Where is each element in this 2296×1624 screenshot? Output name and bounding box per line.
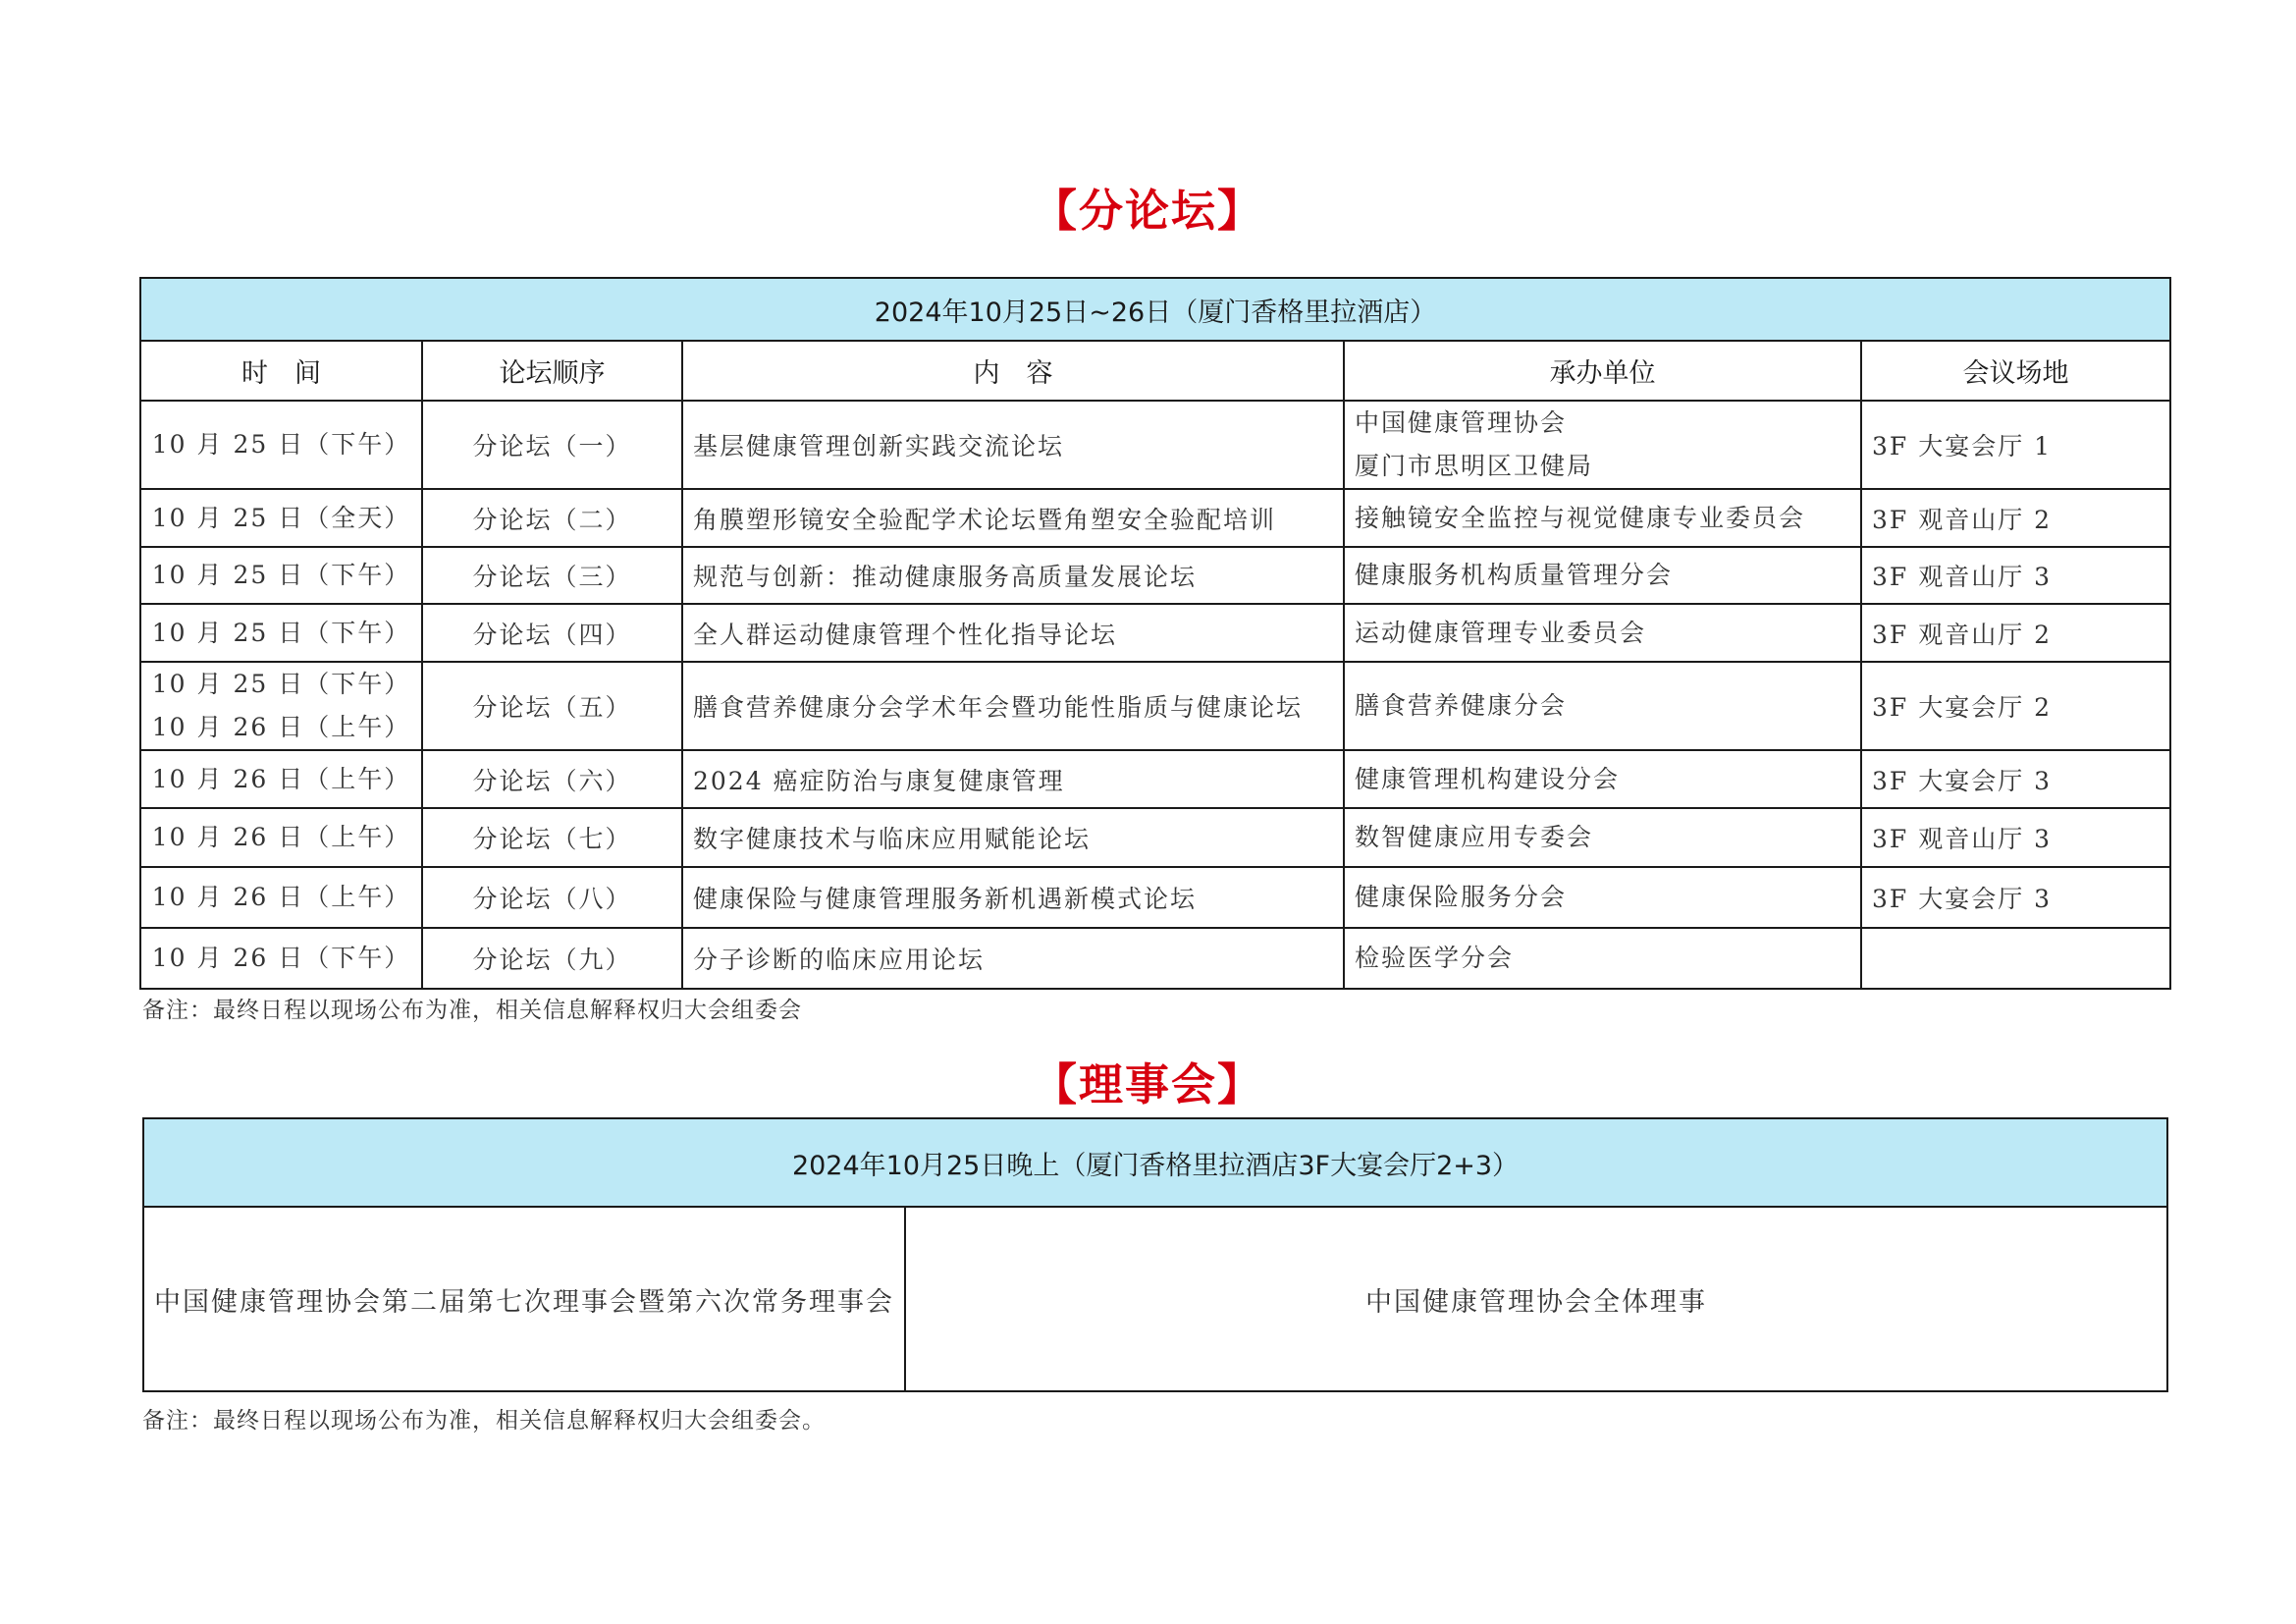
time-line: 10 月 25 日（下午） xyxy=(151,430,411,459)
time-line: 10 月 25 日（下午） xyxy=(151,561,411,589)
cell-order: 分论坛（五） xyxy=(422,662,682,750)
host-line: 膳食营养健康分会 xyxy=(1355,691,1568,720)
cell-content: 角膜塑形镜安全验配学术论坛暨角塑安全验配培训 xyxy=(682,489,1344,547)
time-line: 10 月 26 日（上午） xyxy=(151,764,411,793)
council-schedule-table xyxy=(142,1117,2168,1392)
cell-content: 全人群运动健康管理个性化指导论坛 xyxy=(682,604,1344,662)
cell-venue: 3F 大宴会厅 2 xyxy=(1861,662,2170,750)
cell-content: 基层健康管理创新实践交流论坛 xyxy=(682,401,1344,489)
cell-time xyxy=(140,750,422,808)
cell-host xyxy=(1344,604,1861,662)
table-row xyxy=(140,604,2170,662)
host-line: 健康管理机构建设分会 xyxy=(1355,764,1621,793)
header-time: 时 间 xyxy=(140,341,422,401)
time-line: 10 月 25 日（下午） xyxy=(151,670,411,698)
cell-time xyxy=(140,401,422,489)
cell-order: 分论坛（三） xyxy=(422,547,682,604)
time-line: 10 月 25 日（下午） xyxy=(151,618,411,647)
cell-host xyxy=(1344,928,1861,989)
cell-host xyxy=(1344,547,1861,604)
cell-venue: 3F 大宴会厅 3 xyxy=(1861,867,2170,928)
cell-time xyxy=(140,662,422,750)
forum-note: 备注：最终日程以现场公布为准，相关信息解释权归大会组委会 xyxy=(142,998,802,1023)
header-host: 承办单位 xyxy=(1344,341,1861,401)
host-line: 中国健康管理协会 xyxy=(1355,408,1568,437)
council-attendees: 中国健康管理协会全体理事 xyxy=(905,1207,2167,1391)
cell-host xyxy=(1344,401,1861,489)
time-line: 10 月 26 日（上午） xyxy=(151,713,411,741)
table-row xyxy=(140,401,2170,489)
time-line: 10 月 26 日（上午） xyxy=(151,883,411,911)
cell-time xyxy=(140,489,422,547)
council-meeting-name: 中国健康管理协会第二届第七次理事会暨第六次常务理事会 xyxy=(143,1207,905,1391)
cell-host xyxy=(1344,867,1861,928)
cell-venue: 3F 大宴会厅 3 xyxy=(1861,750,2170,808)
time-line: 10 月 26 日（下午） xyxy=(151,944,411,972)
cell-time xyxy=(140,604,422,662)
table-row xyxy=(140,489,2170,547)
council-section-title: 【理事会】 xyxy=(1032,1058,1263,1110)
forum-rows xyxy=(140,401,2170,989)
header-order: 论坛顺序 xyxy=(422,341,682,401)
cell-order: 分论坛（六） xyxy=(422,750,682,808)
time-line: 10 月 26 日（上午） xyxy=(151,823,411,851)
cell-order: 分论坛（一） xyxy=(422,401,682,489)
table-row xyxy=(140,547,2170,604)
host-line: 数智健康应用专委会 xyxy=(1355,823,1594,851)
cell-content: 规范与创新：推动健康服务高质量发展论坛 xyxy=(682,547,1344,604)
cell-content: 膳食营养健康分会学术年会暨功能性脂质与健康论坛 xyxy=(682,662,1344,750)
cell-host xyxy=(1344,662,1861,750)
cell-host xyxy=(1344,489,1861,547)
time-line: 10 月 25 日（全天） xyxy=(151,503,411,532)
cell-order: 分论坛（九） xyxy=(422,928,682,989)
cell-venue: 3F 观音山厅 3 xyxy=(1861,547,2170,604)
cell-time xyxy=(140,928,422,989)
header-venue: 会议场地 xyxy=(1861,341,2170,401)
table-row xyxy=(140,867,2170,928)
table-row xyxy=(140,662,2170,750)
cell-venue: 3F 大宴会厅 1 xyxy=(1861,401,2170,489)
cell-time xyxy=(140,547,422,604)
table-row xyxy=(140,808,2170,867)
cell-venue: 3F 观音山厅 2 xyxy=(1861,604,2170,662)
host-line: 检验医学分会 xyxy=(1355,944,1515,972)
cell-order: 分论坛（七） xyxy=(422,808,682,867)
cell-venue: 3F 观音山厅 2 xyxy=(1861,489,2170,547)
cell-time xyxy=(140,867,422,928)
host-line: 健康服务机构质量管理分会 xyxy=(1355,561,1674,589)
host-line: 厦门市思明区卫健局 xyxy=(1355,452,1594,480)
cell-time xyxy=(140,808,422,867)
cell-host xyxy=(1344,750,1861,808)
council-date-banner: 2024年10月25日晚上（厦门香格里拉酒店3F大宴会厅2+3） xyxy=(143,1118,2167,1207)
cell-content: 健康保险与健康管理服务新机遇新模式论坛 xyxy=(682,867,1344,928)
cell-content: 分子诊断的临床应用论坛 xyxy=(682,928,1344,989)
forum-schedule-table xyxy=(139,277,2171,990)
table-row xyxy=(140,750,2170,808)
host-line: 健康保险服务分会 xyxy=(1355,883,1568,911)
forum-date-banner: 2024年10月25日~26日（厦门香格里拉酒店） xyxy=(140,278,2170,341)
council-note: 备注：最终日程以现场公布为准，相关信息解释权归大会组委会。 xyxy=(142,1408,826,1434)
cell-order: 分论坛（八） xyxy=(422,867,682,928)
cell-order: 分论坛（二） xyxy=(422,489,682,547)
cell-host xyxy=(1344,808,1861,867)
forum-section-title: 【分论坛】 xyxy=(1032,185,1263,237)
host-line: 运动健康管理专业委员会 xyxy=(1355,618,1647,647)
cell-content: 2024 癌症防治与康复健康管理 xyxy=(682,750,1344,808)
cell-venue xyxy=(1861,928,2170,989)
cell-venue: 3F 观音山厅 3 xyxy=(1861,808,2170,867)
header-content: 内 容 xyxy=(682,341,1344,401)
table-row xyxy=(140,928,2170,989)
host-line: 接触镜安全监控与视觉健康专业委员会 xyxy=(1355,503,1806,532)
cell-content: 数字健康技术与临床应用赋能论坛 xyxy=(682,808,1344,867)
cell-order: 分论坛（四） xyxy=(422,604,682,662)
